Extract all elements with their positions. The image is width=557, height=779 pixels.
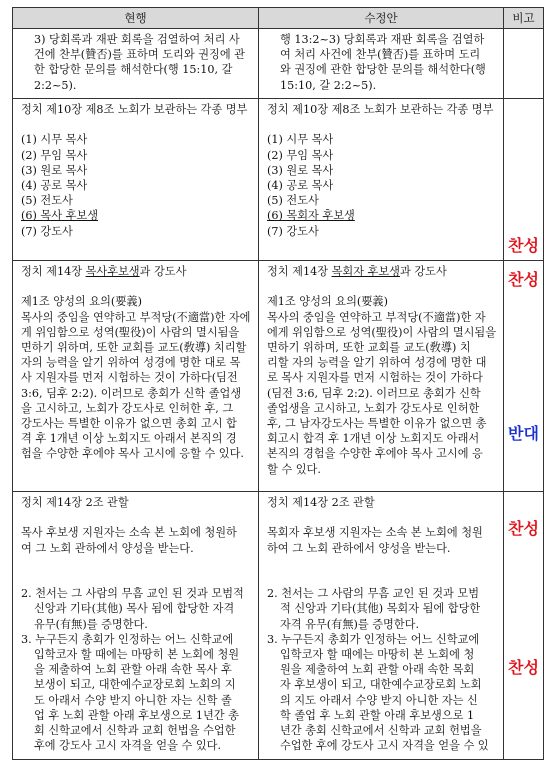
text-line: 회 신학교에서 신학과 교회 헌법을 수업한 bbox=[34, 724, 236, 737]
text-line: 여 그 노회 관하에서 양성을 받는다. bbox=[21, 541, 194, 555]
table-row bbox=[13, 261, 544, 492]
cell-note bbox=[504, 261, 544, 492]
cell-note bbox=[504, 99, 544, 261]
text-line: 의 지도 아래서 수양 받지 아니한 자는 신 bbox=[280, 693, 478, 707]
text-line: 2:2~5). bbox=[34, 78, 77, 92]
blank-line bbox=[21, 117, 252, 132]
text-line: 제1조 양성의 요의(要義) bbox=[21, 295, 142, 309]
text-line: 목사의 중임을 연약하고 부적당(不適當)한 자 bbox=[267, 310, 486, 324]
text-line: (7) 강도사 bbox=[21, 224, 73, 238]
cell-note bbox=[504, 29, 544, 99]
text-line: 건에 찬부(贊否)를 표하며 도리와 권징에 관 bbox=[34, 48, 245, 62]
text-line: 3:6, 딤후 2:2). 이러므로 총회가 신학 졸업생 bbox=[21, 386, 242, 400]
cell-current bbox=[13, 492, 259, 760]
table-row bbox=[13, 99, 544, 261]
text-line: (6) 목회자 후보생 bbox=[267, 209, 355, 223]
text-line: 후에 강도사 고시 자격을 얻을 수 있다. bbox=[34, 739, 222, 753]
text-line: 행 13:2~3) 당회록과 재판 회록을 검열하 bbox=[280, 33, 485, 46]
text-line: 적 신앙과 기타(其他) 목회자 됨에 합당한 bbox=[280, 602, 481, 616]
text-line: 할 수 있다. bbox=[267, 462, 321, 476]
cell-current bbox=[13, 29, 259, 99]
text-line: (4) 공로 목사 bbox=[21, 179, 88, 192]
text-line: 리할 자의 능력을 알기 위하여 성경에 명한 대 bbox=[267, 356, 487, 370]
blank-line bbox=[267, 279, 497, 294]
text-line: 면하기 위하며, 또한 교회를 교도(敎導) 치 bbox=[267, 341, 471, 354]
cell-note bbox=[504, 492, 544, 760]
blank-line bbox=[21, 279, 252, 294]
vote-badge-agree: 찬성 bbox=[508, 270, 539, 289]
cell-proposed bbox=[259, 99, 504, 261]
header-note: 비고 bbox=[504, 8, 544, 29]
text-line: 목회자 후보생 지원자는 소속 본 노회에 청원 bbox=[267, 526, 483, 540]
header-proposed: 수정안 bbox=[259, 8, 504, 29]
blank-line bbox=[21, 571, 252, 586]
section-title: 정치 제14장 목사후보생과 강도사 bbox=[21, 265, 187, 278]
text-line: 로 목사 지원자를 먼저 시험하는 것이 가하다 bbox=[267, 371, 483, 385]
text-line: 여 처리 사건에 찬부(贊否)를 표하며 도리 bbox=[280, 48, 481, 62]
text-line: 면하기 위하며, 또한 교회를 교도(敎導) 치리할 bbox=[21, 341, 247, 354]
text-line: 을 제출하여 노회 관할 아래 속한 목사 후 bbox=[34, 663, 232, 677]
text-line: 도 아래서 수양 받지 아니한 자는 신학 졸 bbox=[34, 693, 232, 707]
blank-line bbox=[267, 510, 497, 525]
text-line: 유무(有無)를 증명한다. bbox=[34, 617, 148, 631]
vote-badge-agree: 찬성 bbox=[508, 658, 539, 677]
text-line: 신앙과 기타(其他) 목사 됨에 합당한 자격 bbox=[34, 602, 235, 616]
text-line: 회고시 합격 후 1개년 이상 노회지도 아래서 bbox=[267, 432, 480, 446]
text-line: 자의 능력을 알기 위하여 성경에 명한 대로 목 bbox=[21, 356, 241, 370]
text-line: (3) 원로 목사 bbox=[21, 163, 88, 177]
section-title: 정치 제14장 목회자 후보생과 강도사 bbox=[267, 265, 447, 278]
text-line: 격 후 1개년 이상 노회지도 아래서 본직의 경 bbox=[21, 432, 237, 446]
cell-proposed bbox=[259, 29, 504, 99]
text-line: 목사 후보생 지원자는 소속 본 노회에 청원하 bbox=[21, 526, 237, 540]
blank-line bbox=[21, 556, 252, 571]
text-line: (4) 공로 목사 bbox=[267, 179, 334, 192]
text-line: 원을 제출하여 노회 관할 아래 속한 목회 bbox=[280, 663, 475, 677]
text-line: (3) 원로 목사 bbox=[267, 163, 334, 177]
blank-line bbox=[267, 571, 497, 586]
text-line: 자격 유무(有無)를 증명한다. bbox=[280, 617, 420, 631]
blank-line bbox=[267, 556, 497, 571]
text-line: (5) 전도사 bbox=[267, 194, 319, 208]
text-line: 제1조 양성의 요의(要義) bbox=[267, 295, 388, 309]
cell-current bbox=[13, 99, 259, 261]
text-line: 학 졸업 후 노회 관할 아래 후보생으로 1 bbox=[280, 708, 475, 722]
text-line: (1) 시무 목사 bbox=[21, 133, 88, 147]
text-line: 보생이 되고, 대한예수교장로회 노회의 지 bbox=[34, 678, 236, 692]
text-line: 자 후보생이 되고, 대한예수교장로회 노회 bbox=[280, 678, 482, 692]
text-line: (딤전 3:6, 딤후 2:2). 이러므로 총회가 신학 bbox=[267, 386, 481, 400]
blank-line bbox=[21, 510, 252, 525]
blank-line bbox=[267, 117, 497, 132]
text-line: 목사의 중임을 연약하고 부적당(不適當)한 자에 bbox=[21, 310, 251, 324]
text-line: 3) 당회록과 재판 회록을 검열하여 처리 사 bbox=[34, 33, 240, 46]
text-line: 정치 제10장 제8조 노회가 보관하는 각종 명부 bbox=[267, 103, 494, 116]
text-line: 후, 그 남자강도사는 특별한 이유가 없으면 총 bbox=[267, 417, 487, 431]
vote-badge-agree: 찬성 bbox=[508, 519, 539, 538]
text-line: 2. 천서는 그 사람의 무흠 교인 된 것과 모범적 bbox=[21, 587, 244, 601]
table-row bbox=[13, 29, 544, 99]
text-line: (7) 강도사 bbox=[267, 224, 319, 238]
text-line: 정치 제10장 제8조 노회가 보관하는 각종 명부 bbox=[21, 103, 248, 116]
text-line: 입학코자 할 때에는 마땅히 본 노회에 청원 bbox=[34, 647, 240, 661]
text-line: (5) 전도사 bbox=[21, 194, 73, 208]
cell-current bbox=[13, 261, 259, 492]
text-line: 2. 천서는 그 사람의 무흠 교인 된 것과 모범 bbox=[267, 587, 480, 601]
text-line: 사 지원자를 먼저 시험하는 것이 가하다(딤전 bbox=[21, 371, 238, 385]
text-line: 강도사는 특별한 이유가 없으면 총회 고시 합 bbox=[21, 417, 237, 431]
text-line: 수업한 후에 강도사 고시 자격을 얻을 수 있 bbox=[280, 739, 489, 753]
text-line: (2) 무임 목사 bbox=[267, 148, 334, 162]
text-line: 본직의 경험을 수양한 후에야 목사 고시에 응 bbox=[267, 447, 483, 461]
comparison-table bbox=[12, 7, 544, 760]
text-line: 년간 총회 신학교에서 신학과 교회 헌법을 bbox=[280, 724, 482, 737]
vote-badge-agree: 찬성 bbox=[508, 236, 539, 255]
text-line: 졸업생을 고시하고, 노회가 강도사로 인허한 bbox=[267, 401, 480, 415]
text-line: (1) 시무 목사 bbox=[267, 133, 334, 147]
header-current: 현행 bbox=[13, 8, 259, 29]
text-line: 에게 위임함으로 성역(聖役)이 사람의 멸시됨을 bbox=[267, 325, 497, 339]
text-line: 입학코자 할 때에는 마땅히 본 노회에 청 bbox=[280, 647, 475, 661]
header-row bbox=[13, 8, 544, 29]
text-line: 하여 그 노회 관하에서 양성을 받는다. bbox=[267, 541, 451, 555]
text-line: 험을 수양한 후에야 목사 고시에 응할 수 있다. bbox=[21, 447, 244, 461]
text-line: 업 후 노회 관할 아래 후보생으로 1년간 총 bbox=[34, 708, 239, 722]
text-line: 을 고시하고, 노회가 강도사로 인허한 후, 그 bbox=[21, 401, 234, 415]
text-line: 와 권징에 관한 합당한 문의를 해석한다(행 bbox=[280, 63, 486, 77]
text-line: 3. 누구든지 총회가 인정하는 어느 신학교에 bbox=[21, 632, 234, 646]
text-line: (6) 목사 후보생 bbox=[21, 209, 98, 223]
text-line: 정치 제14장 2조 관할 bbox=[21, 496, 129, 509]
text-line: 15:10, 갈 2:2~5). bbox=[280, 78, 377, 92]
text-line: 한 합당한 문의를 해석한다(행 15:10, 갈 bbox=[34, 63, 233, 77]
vote-badge-oppose: 반대 bbox=[508, 424, 539, 443]
table-row bbox=[13, 492, 544, 760]
text-line: 3. 누구든지 총회가 인정하는 어느 신학교에 bbox=[267, 632, 480, 646]
text-line: 게 위임함으로 성역(聖役)이 사람의 멸시됨을 bbox=[21, 325, 240, 339]
text-line: (2) 무임 목사 bbox=[21, 148, 88, 162]
text-line: 정치 제14장 2조 관할 bbox=[267, 496, 375, 509]
cell-proposed bbox=[259, 492, 504, 760]
cell-proposed bbox=[259, 261, 504, 492]
